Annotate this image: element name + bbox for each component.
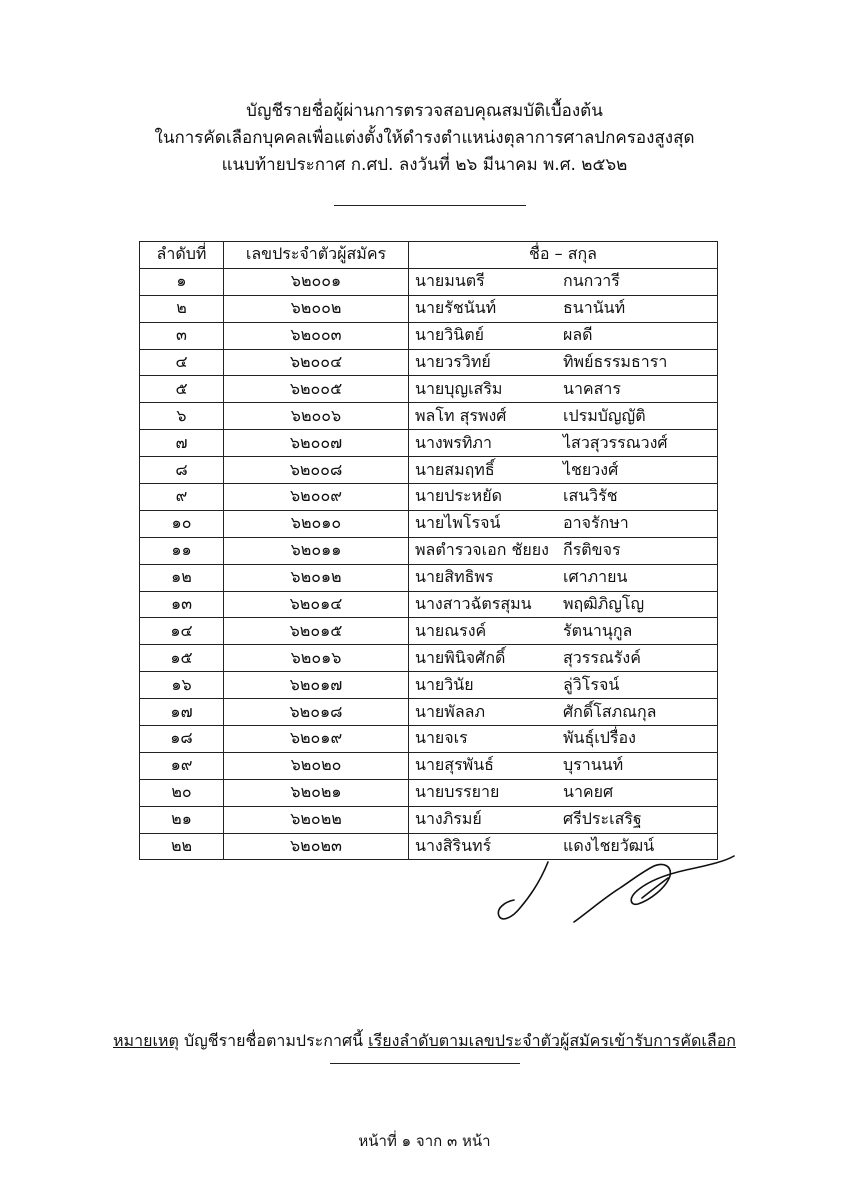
first-name: นายบุญเสริม xyxy=(415,378,503,398)
table-row xyxy=(140,645,718,672)
name-cell xyxy=(409,591,718,618)
table-row xyxy=(140,322,718,349)
order-cell: ๑๖ xyxy=(140,672,224,699)
name-cell xyxy=(409,376,718,403)
name-cell xyxy=(409,564,718,591)
table-row xyxy=(140,672,718,699)
order-cell: ๖ xyxy=(140,403,224,430)
name-cell xyxy=(409,268,718,295)
table-row xyxy=(140,268,718,295)
applicant-id-cell: ๖๒๐๑๕ xyxy=(224,618,409,645)
last-name: พฤฒิภิญโญ xyxy=(563,594,645,614)
table-row xyxy=(140,295,718,322)
name-cell xyxy=(409,806,718,833)
page-number: หน้าที่ ๑ จาก ๓ หน้า xyxy=(358,1132,491,1150)
last-name: ผลดี xyxy=(563,325,593,345)
table-row xyxy=(140,484,718,511)
name-cell xyxy=(409,457,718,484)
first-name: นายวินิตย์ xyxy=(415,325,484,345)
table-row xyxy=(140,699,718,726)
table-row xyxy=(140,510,718,537)
table-row xyxy=(140,726,718,753)
name-cell xyxy=(409,645,718,672)
table-row xyxy=(140,430,718,457)
last-name: พันธุ์เปรื่อง xyxy=(563,728,636,748)
applicant-id-cell: ๖๒๐๐๕ xyxy=(224,376,409,403)
remark-label: หมายเหตุ xyxy=(112,1031,179,1050)
applicant-id-cell: ๖๒๐๒๐ xyxy=(224,752,409,779)
remark-underlined-text: เรียงลำดับตามเลขประจำตัวผู้สมัครเข้ารับการคัดเลือก xyxy=(368,1031,736,1050)
last-name: สุวรรณรังค์ xyxy=(563,647,641,667)
order-cell: ๒๐ xyxy=(140,779,224,806)
last-name: แดงไชยวัฒน์ xyxy=(563,836,655,856)
column-header-applicant-id: เลขประจำตัวผู้สมัคร xyxy=(224,242,409,269)
last-name: เสนวิรัช xyxy=(563,486,618,506)
first-name: นายจเร xyxy=(415,728,468,748)
applicant-id-cell: ๖๒๐๒๓ xyxy=(224,833,409,860)
remark-text: บัญชีรายชื่อตามประกาศนี้ xyxy=(183,1031,364,1050)
table-row xyxy=(140,564,718,591)
name-cell xyxy=(409,510,718,537)
order-cell: ๒๑ xyxy=(140,806,224,833)
first-name: นายสมฤทธิ์ xyxy=(415,459,495,479)
name-cell xyxy=(409,699,718,726)
order-cell: ๘ xyxy=(140,457,224,484)
applicant-id-cell: ๖๒๐๑๑ xyxy=(224,537,409,564)
first-name: นายรัชนันท์ xyxy=(415,298,497,318)
last-name: เปรมบัญญัติ xyxy=(563,405,646,425)
last-name: ธนานันท์ xyxy=(563,298,626,318)
table-row xyxy=(140,591,718,618)
name-cell xyxy=(409,322,718,349)
order-cell: ๒๒ xyxy=(140,833,224,860)
first-name: นายณรงค์ xyxy=(415,620,487,640)
order-cell: ๗ xyxy=(140,430,224,457)
document-header xyxy=(0,98,849,179)
last-name: ทิพย์ธรรมธารา xyxy=(563,352,668,371)
name-cell xyxy=(409,752,718,779)
order-cell: ๑๓ xyxy=(140,591,224,618)
name-cell xyxy=(409,484,718,511)
header-divider xyxy=(334,205,526,206)
last-name: รัตนานุกูล xyxy=(563,620,633,640)
name-cell xyxy=(409,403,718,430)
first-name: พลตำรวจเอก ชัยยง xyxy=(415,540,549,560)
last-name: เศาภายน xyxy=(563,567,628,587)
order-cell: ๑๗ xyxy=(140,699,224,726)
first-name: นายวรวิทย์ xyxy=(415,352,491,371)
first-name: นายพัลลภ xyxy=(415,701,485,721)
name-cell xyxy=(409,672,718,699)
order-cell: ๑ xyxy=(140,268,224,295)
name-cell xyxy=(409,349,718,376)
applicant-id-cell: ๖๒๐๐๑ xyxy=(224,268,409,295)
first-name: นางสิรินทร์ xyxy=(415,836,492,856)
order-cell: ๙ xyxy=(140,484,224,511)
first-name: นายไพโรจน์ xyxy=(415,513,501,533)
last-name: นาคยศ xyxy=(563,782,614,802)
table-row xyxy=(140,752,718,779)
applicant-id-cell: ๖๒๐๒๒ xyxy=(224,806,409,833)
order-cell: ๑๑ xyxy=(140,537,224,564)
first-name: พลโท สุรพงศ์ xyxy=(415,405,507,425)
first-name: นายบรรยาย xyxy=(415,782,500,802)
first-name: นางภิรมย์ xyxy=(415,809,482,829)
table-row xyxy=(140,457,718,484)
header-line-3: แนบท้ายประกาศ ก.ศป. ลงวันที่ ๒๖ มีนาคม พ.ศ. ๒๕๖๒ xyxy=(221,155,628,175)
applicant-id-cell: ๖๒๐๐๗ xyxy=(224,430,409,457)
last-name: ไสวสุวรรณวงศ์ xyxy=(563,432,668,452)
order-cell: ๒ xyxy=(140,295,224,322)
applicant-id-cell: ๖๒๐๑๔ xyxy=(224,591,409,618)
table-row xyxy=(140,349,718,376)
table-row xyxy=(140,537,718,564)
column-header-name: ชื่อ – สกุล xyxy=(409,242,718,269)
applicant-id-cell: ๖๒๐๐๙ xyxy=(224,484,409,511)
last-name: ลู่วิโรจน์ xyxy=(563,674,620,694)
first-name: นายสุรพันธ์ xyxy=(415,755,494,775)
candidate-table xyxy=(139,241,718,860)
applicant-id-cell: ๖๒๐๐๖ xyxy=(224,403,409,430)
name-cell xyxy=(409,295,718,322)
last-name: อาจรักษา xyxy=(563,513,629,533)
column-header-order: ลำดับที่ xyxy=(140,242,224,269)
last-name: กีรติขจร xyxy=(563,540,621,560)
applicant-id-cell: ๖๒๐๐๒ xyxy=(224,295,409,322)
applicant-id-cell: ๖๒๐๑๐ xyxy=(224,510,409,537)
last-name: ศักดิ์โสภณกุล xyxy=(563,701,657,721)
remark xyxy=(0,1029,849,1054)
order-cell: ๕ xyxy=(140,376,224,403)
order-cell: ๑๒ xyxy=(140,564,224,591)
header-line-1: บัญชีรายชื่อผู้ผ่านการตรวจสอบคุณสมบัติเบื้องต้น xyxy=(246,101,603,121)
order-cell: ๑๔ xyxy=(140,618,224,645)
order-cell: ๑๐ xyxy=(140,510,224,537)
order-cell: ๑๕ xyxy=(140,645,224,672)
applicant-id-cell: ๖๒๐๑๙ xyxy=(224,726,409,753)
last-name: บุรานนท์ xyxy=(563,755,624,775)
last-name: ศรีประเสริฐ xyxy=(563,809,642,829)
first-name: นายวินัย xyxy=(415,674,474,694)
applicant-id-cell: ๖๒๐๐๔ xyxy=(224,349,409,376)
applicant-id-cell: ๖๒๐๐๘ xyxy=(224,457,409,484)
remark-divider xyxy=(330,1063,520,1064)
name-cell xyxy=(409,726,718,753)
order-cell: ๑๘ xyxy=(140,726,224,753)
applicant-id-cell: ๖๒๐๑๒ xyxy=(224,564,409,591)
header-line-2: ในการคัดเลือกบุคคลเพื่อแต่งตั้งให้ดำรงตำแหน่งตุลาการศาลปกครองสูงสุด xyxy=(154,128,695,148)
last-name: ไชยวงศ์ xyxy=(563,459,619,479)
applicant-id-cell: ๖๒๐๑๗ xyxy=(224,672,409,699)
first-name: นายพินิจศักดิ์ xyxy=(415,647,506,667)
applicant-id-cell: ๖๒๐๐๓ xyxy=(224,322,409,349)
applicant-id-cell: ๖๒๐๑๖ xyxy=(224,645,409,672)
table-row xyxy=(140,376,718,403)
first-name: นายประหยัด xyxy=(415,486,502,506)
table-row xyxy=(140,618,718,645)
first-name: นางพรทิภา xyxy=(415,432,492,452)
first-name: นางสาวฉัตรสุมน xyxy=(415,594,532,614)
table-row xyxy=(140,403,718,430)
first-name: นายมนตรี xyxy=(415,271,485,291)
table-row xyxy=(140,779,718,806)
name-cell xyxy=(409,537,718,564)
last-name: กนกวารี xyxy=(563,271,620,291)
order-cell: ๓ xyxy=(140,322,224,349)
order-cell: ๑๙ xyxy=(140,752,224,779)
signature xyxy=(492,852,738,924)
last-name: นาคสาร xyxy=(563,378,621,398)
name-cell xyxy=(409,430,718,457)
table-row xyxy=(140,806,718,833)
name-cell xyxy=(409,618,718,645)
table-header-row xyxy=(140,242,718,269)
name-cell xyxy=(409,779,718,806)
order-cell: ๔ xyxy=(140,349,224,376)
first-name: นายสิทธิพร xyxy=(415,567,494,587)
applicant-id-cell: ๖๒๐๑๘ xyxy=(224,699,409,726)
applicant-id-cell: ๖๒๐๒๑ xyxy=(224,779,409,806)
